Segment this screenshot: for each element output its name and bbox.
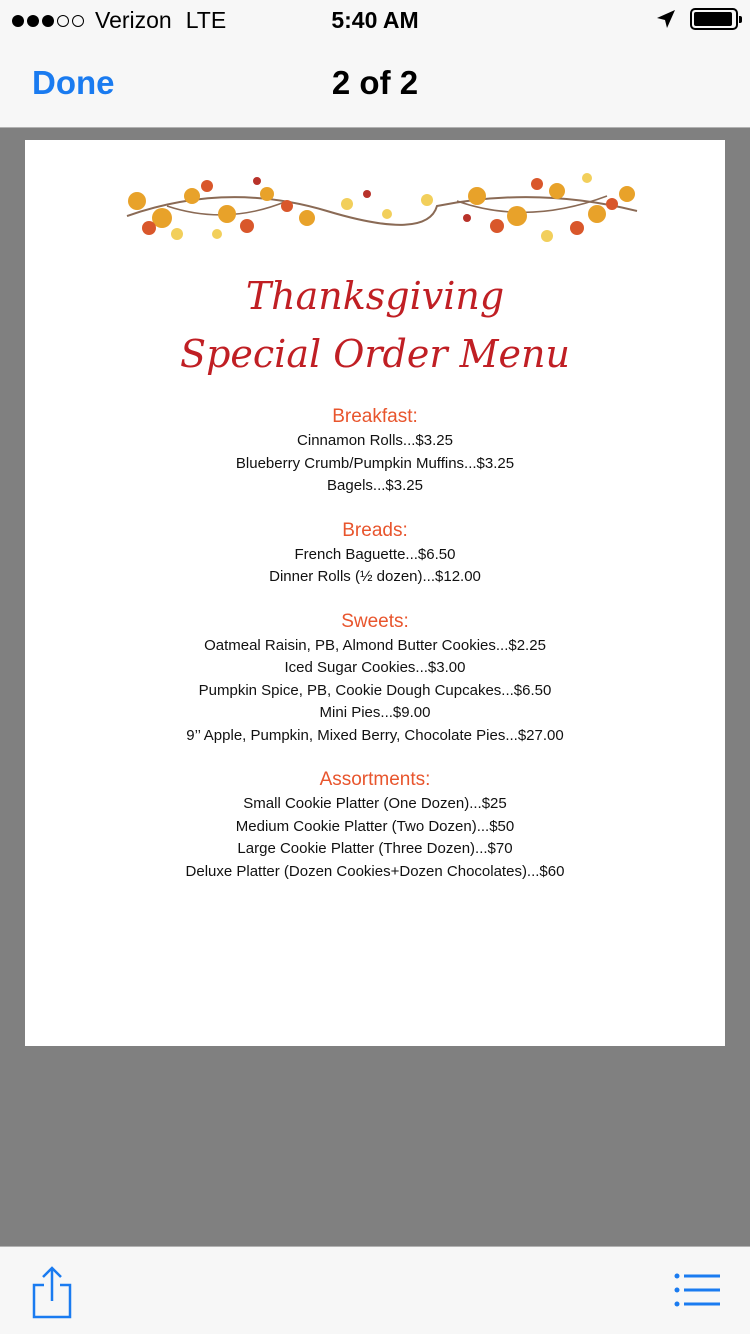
- menu-section: [25, 609, 725, 748]
- status-right: [656, 8, 738, 30]
- status-time: 5:40 AM: [331, 7, 419, 33]
- menu-item: Bagels...$3.25: [327, 477, 423, 494]
- section-heading: Breads:: [342, 519, 408, 541]
- battery-level: [694, 12, 732, 26]
- menu-item: 9’’ Apple, Pumpkin, Mixed Berry, Chocolate Pies...$27.00: [186, 726, 564, 744]
- menu-item: Blueberry Crumb/Pumpkin Muffins...$3.25: [235, 454, 515, 472]
- section-heading: Breakfast:: [332, 406, 418, 427]
- location-arrow-icon: [656, 9, 676, 29]
- status-bar: [0, 0, 750, 40]
- menu-item: Large Cookie Platter (Three Dozen)...$70: [237, 840, 513, 857]
- menu-item: Iced Sugar Cookies...$3.00: [284, 659, 466, 676]
- menu-item: Dinner Rolls (½ dozen)...$12.00: [269, 568, 481, 585]
- menu-item: French Baguette...$6.50: [294, 545, 456, 563]
- menu-item: Mini Pies...$9.00: [319, 704, 431, 721]
- menu-section: [25, 767, 725, 883]
- page-count: 2 of 2: [331, 64, 419, 101]
- carrier-name: Verizon: [95, 7, 172, 33]
- share-icon[interactable]: [30, 1265, 74, 1319]
- section-heading: Assortments:: [319, 769, 431, 790]
- nav-bar: [0, 40, 750, 128]
- bottom-toolbar: [0, 1246, 750, 1334]
- document-page[interactable]: [25, 140, 725, 1046]
- network-type: LTE: [185, 7, 227, 33]
- menu-item: Deluxe Platter (Dozen Cookies+Dozen Chocolates)...$60: [185, 862, 565, 880]
- top-bar: [0, 0, 750, 128]
- menu-section: [25, 518, 725, 589]
- menu-section: [25, 404, 725, 498]
- menu-item: Cinnamon Rolls...$3.25: [297, 432, 453, 449]
- menu-sections: [25, 404, 725, 903]
- done-button[interactable]: Done: [32, 64, 115, 101]
- section-heading: Sweets:: [341, 610, 409, 632]
- menu-title-line1: Thanksgiving: [245, 274, 505, 318]
- battery-icon: [690, 8, 738, 30]
- list-icon[interactable]: [674, 1273, 720, 1307]
- autumn-leaves-banner: [107, 156, 647, 256]
- menu-item: Pumpkin Spice, PB, Cookie Dough Cupcakes...$6.50: [198, 681, 552, 699]
- menu-item: Medium Cookie Platter (Two Dozen)...$50: [235, 817, 515, 835]
- menu-title-line2: Special Order Menu: [180, 332, 570, 376]
- menu-item: Small Cookie Platter (One Dozen)...$25: [243, 795, 507, 812]
- menu-item: Oatmeal Raisin, PB, Almond Butter Cookies...$2.25: [204, 636, 546, 654]
